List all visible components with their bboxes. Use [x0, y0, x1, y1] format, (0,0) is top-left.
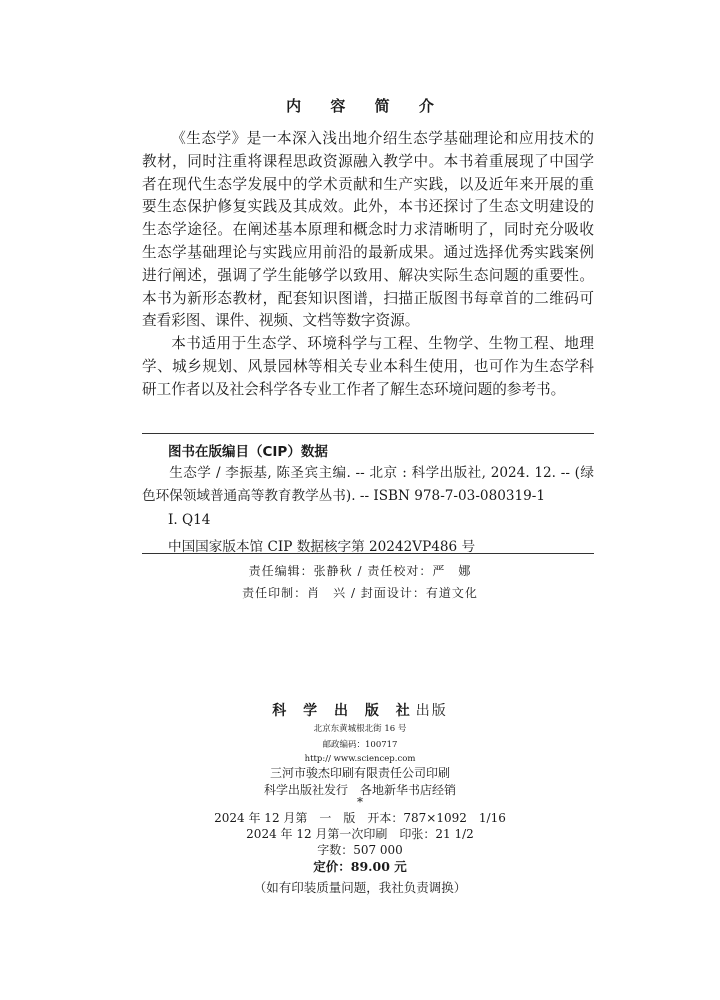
- cip-classification: Ⅰ. Q14: [168, 512, 211, 528]
- edition-line: 2024 年 12 月第 一 版 开本：787×1092 1/16: [214, 811, 506, 825]
- intro-title: 内 容 简 介: [286, 97, 446, 115]
- distribution-line: 科学出版社发行 各地新华书店经销: [263, 783, 456, 797]
- cip-bottom-rule: [142, 553, 594, 554]
- publisher-address: 北京东黄城根北街 16 号: [313, 724, 407, 734]
- intro-body: [142, 128, 594, 402]
- printer-line: 三河市骏杰印刷有限责任公司印刷: [269, 766, 450, 780]
- credits-production: 责任印制：肖 兴 / 封面设计：有道文化: [242, 586, 478, 600]
- word-count: 字数：507 000: [317, 843, 403, 857]
- cip-heading: 图书在版编目（CIP）数据: [168, 444, 328, 460]
- quality-notice: （如有印装质量问题，我社负责调换）: [253, 880, 467, 895]
- cip-entry: 生态学 / 李振基, 陈圣宾主编. -- 北京 : 科学出版社, 2024. 12. -- (绿色环保领域普通高等教育教学丛书). -- ISBN 978-7-03-080319-1: [142, 465, 594, 504]
- price: 定价：89.00 元: [313, 859, 407, 874]
- credits-editors: 责任编辑：张静秋 / 责任校对：严 娜: [248, 564, 472, 578]
- publisher-name: [0, 700, 720, 720]
- printing-line: 2024 年 12 月第一次印刷 印张：21 1/2: [246, 827, 474, 841]
- intro-paragraph: 《生态学》是一本深入浅出地介绍生态学基础理论和应用技术的教材，同时注重将课程思政资源融入教学中。本书着重展现了中国学者在现代生态学发展中的学术贡献和生产实践，以及近年来开展的重要生态保护修复实践及其成效。此外，本书还探讨了生态文明建设的生态学途径。在阐述基本原理和概念时力求清晰明了，同时充分吸收生态学基础理论与实践应用前沿的最新成果。通过选择优秀实践案例进行阐述，强调了学生能够学以致用、解决实际生态问题的重要性。本书为新形态教材，配套知识图谱，扫描正版图书每章首的二维码可查看彩图、课件、视频、文档等数字资源。: [142, 130, 594, 330]
- publisher-name-suffix: 出版: [415, 703, 448, 719]
- publisher-postal-code: 邮政编码：100717: [322, 740, 398, 750]
- publisher-url: http:// www.sciencep.com: [304, 754, 416, 764]
- cip-top-rule: [142, 433, 594, 434]
- intro-paragraph: 本书适用于生态学、环境科学与工程、生物学、生物工程、地理学、城乡规划、风景园林等相关专业本科生使用，也可作为生态学科研工作者以及社会科学各专业工作者了解生态环境问题的参考书。: [142, 335, 594, 398]
- separator-star: *: [357, 795, 363, 809]
- publisher-name-text: 科 学 出 版 社: [272, 703, 416, 719]
- cip-record-number: 中国国家版本馆 CIP 数据核字第 20242VP486 号: [168, 539, 476, 555]
